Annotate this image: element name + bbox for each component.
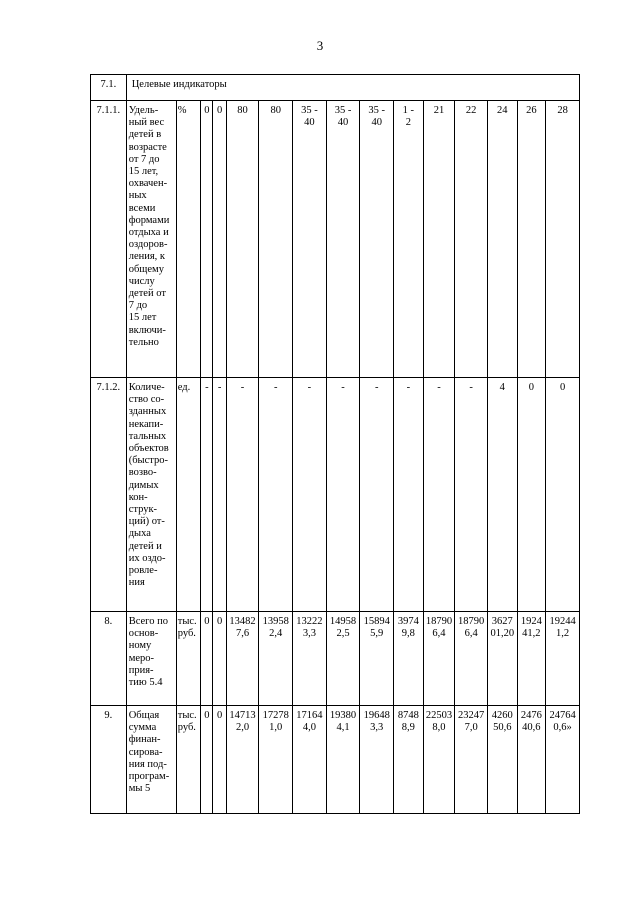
row-number: 8. bbox=[91, 612, 127, 706]
value-cell: 23247 7,0 bbox=[455, 706, 488, 814]
value-cell: 35 - 40 bbox=[326, 101, 360, 378]
value-cell: 21 bbox=[423, 101, 455, 378]
value-cell: - bbox=[360, 378, 394, 612]
section-number: 7.1. bbox=[91, 75, 127, 101]
value-cell: 14713 2,0 bbox=[226, 706, 259, 814]
value-cell: 24 bbox=[487, 101, 517, 378]
table-row bbox=[91, 101, 580, 378]
row-name: Количе- ство со- зданных некапи- тальных объектов (быстро- возво- димых кон- струк- ций) от- дыха детей и их оздо- ровле- ния bbox=[126, 378, 176, 612]
value-cell: 19648 3,3 bbox=[360, 706, 394, 814]
value-cell: 22503 8,0 bbox=[423, 706, 455, 814]
value-cell: - bbox=[326, 378, 360, 612]
value-cell: 80 bbox=[226, 101, 259, 378]
value-cell: - bbox=[293, 378, 327, 612]
value-cell: 35 - 40 bbox=[360, 101, 394, 378]
value-cell: 35 - 40 bbox=[293, 101, 327, 378]
row-name: Общая сумма финан- сирова- ния под- програм- мы 5 bbox=[126, 706, 176, 814]
value-cell: 24764 0,6» bbox=[546, 706, 580, 814]
value-cell: - bbox=[455, 378, 488, 612]
value-cell: 0 bbox=[201, 612, 213, 706]
value-cell: 18790 6,4 bbox=[423, 612, 455, 706]
value-cell: 1 - 2 bbox=[394, 101, 424, 378]
value-cell: 0 bbox=[213, 612, 226, 706]
value-cell: 8748 8,9 bbox=[394, 706, 424, 814]
value-cell: 17278 1,0 bbox=[259, 706, 293, 814]
row-unit: ед. bbox=[176, 378, 200, 612]
table-row bbox=[91, 706, 580, 814]
value-cell: 15894 5,9 bbox=[360, 612, 394, 706]
row-number: 7.1.1. bbox=[91, 101, 127, 378]
indicators-table bbox=[90, 74, 580, 814]
value-cell: - bbox=[201, 378, 213, 612]
value-cell: - bbox=[423, 378, 455, 612]
row-unit: тыс. руб. bbox=[176, 612, 200, 706]
value-cell: 19244 1,2 bbox=[546, 612, 580, 706]
value-cell: 0 bbox=[201, 706, 213, 814]
value-cell: 17164 4,0 bbox=[293, 706, 327, 814]
value-cell: - bbox=[226, 378, 259, 612]
row-name: Удель- ный вес детей в возрасте от 7 до 15 лет, охвачен- ных всеми формами отдыха и оздоров- ления, к общему числу детей от 7 до 15 лет включи- тельно bbox=[126, 101, 176, 378]
row-unit: % bbox=[176, 101, 200, 378]
value-cell: 3974 9,8 bbox=[394, 612, 424, 706]
value-cell: 80 bbox=[259, 101, 293, 378]
value-cell: - bbox=[259, 378, 293, 612]
value-cell: 14958 2,5 bbox=[326, 612, 360, 706]
value-cell: 0 bbox=[213, 101, 226, 378]
table-row bbox=[91, 612, 580, 706]
value-cell: - bbox=[213, 378, 226, 612]
value-cell: 0 bbox=[213, 706, 226, 814]
value-cell: 1924 41,2 bbox=[517, 612, 546, 706]
value-cell: 13958 2,4 bbox=[259, 612, 293, 706]
row-name: Всего по основ- ному меро- прия- тию 5.4 bbox=[126, 612, 176, 706]
value-cell: 4260 50,6 bbox=[487, 706, 517, 814]
value-cell: 2476 40,6 bbox=[517, 706, 546, 814]
row-unit: тыс. руб. bbox=[176, 706, 200, 814]
table-row-section bbox=[91, 75, 580, 101]
table-row bbox=[91, 378, 580, 612]
value-cell: - bbox=[394, 378, 424, 612]
value-cell: 3627 01,20 bbox=[487, 612, 517, 706]
value-cell: 22 bbox=[455, 101, 488, 378]
value-cell: 19380 4,1 bbox=[326, 706, 360, 814]
value-cell: 13482 7,6 bbox=[226, 612, 259, 706]
page-number: 3 bbox=[316, 38, 324, 53]
value-cell: 0 bbox=[517, 378, 546, 612]
value-cell: 26 bbox=[517, 101, 546, 378]
value-cell: 18790 6,4 bbox=[455, 612, 488, 706]
section-title: Целевые индикаторы bbox=[126, 75, 579, 101]
row-number: 9. bbox=[91, 706, 127, 814]
row-number: 7.1.2. bbox=[91, 378, 127, 612]
value-cell: 0 bbox=[201, 101, 213, 378]
value-cell: 0 bbox=[546, 378, 580, 612]
value-cell: 28 bbox=[546, 101, 580, 378]
value-cell: 13222 3,3 bbox=[293, 612, 327, 706]
value-cell: 4 bbox=[487, 378, 517, 612]
